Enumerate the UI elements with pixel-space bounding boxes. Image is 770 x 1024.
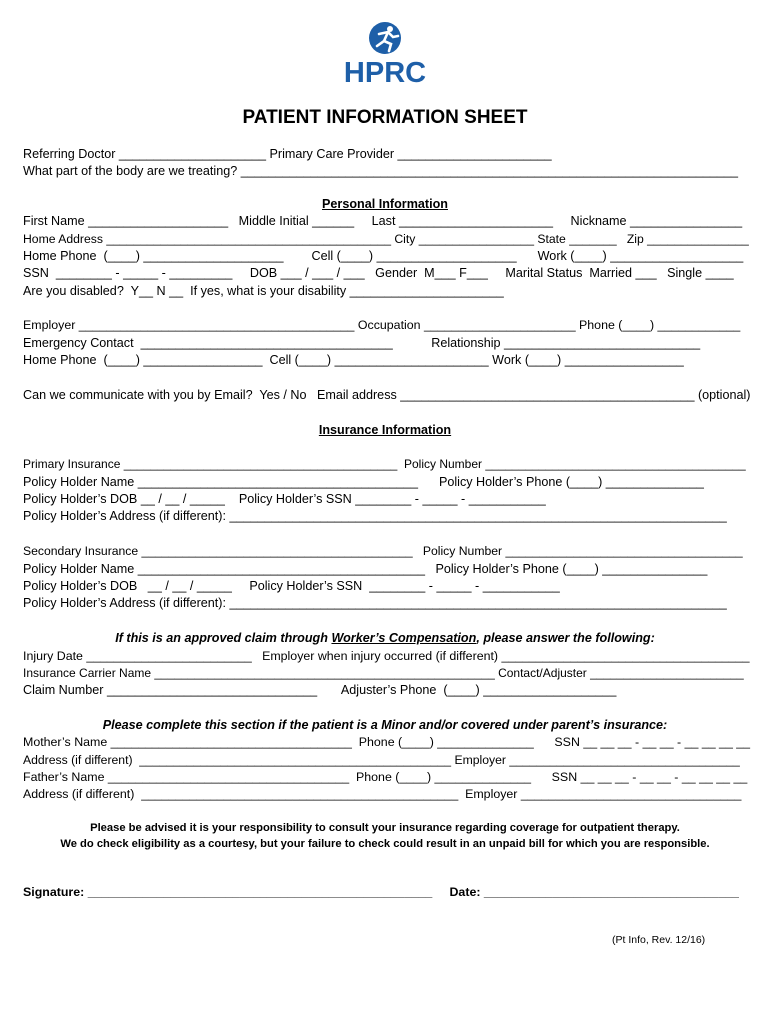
mother-address-line[interactable]: Address (if different) ______________________________________________ Employer __________________________________ (23, 753, 740, 767)
injury-date-line[interactable]: Injury Date ________________________ Employer when injury occurred (if different) ____________________________________ (23, 649, 750, 663)
home-phone-2-line[interactable]: Home Phone (____) _________________ Cell (____) ______________________ Work (____) _________________ (23, 353, 684, 367)
policy-holder-address-1-line[interactable]: Policy Holder’s Address (if different): _______________________________________________________________________ (23, 509, 727, 523)
minor-heading: Please complete this section if the patient is a Minor and/or covered under parent’s insurance: (102, 718, 668, 732)
workers-comp-heading-c: , please answer the following: (476, 631, 655, 645)
policy-holder-address-2-line[interactable]: Policy Holder’s Address (if different): _______________________________________________________________________ (23, 596, 727, 610)
insurance-section-title: Insurance Information (318, 423, 452, 437)
hprc-logo (330, 20, 440, 86)
personal-section-title: Personal Information (322, 197, 448, 211)
claim-number-line[interactable]: Claim Number ______________________________ Adjuster’s Phone (____) ___________________ (23, 683, 617, 697)
notice-line-2: We do check eligibility as a courtesy, but your failure to check could result in an unpaid bill for which you are responsible. (60, 838, 710, 850)
notice-line-1: Please be advised it is your responsibility to consult your insurance regarding coverage for outpatient therapy. (90, 822, 680, 834)
policy-holder-dob-1-line[interactable]: Policy Holder’s DOB __ / __ / _____ Policy Holder’s SSN ________ - _____ - ___________ (23, 492, 546, 506)
logo-text: HPRC (343, 57, 427, 86)
runner-icon (330, 20, 440, 86)
home-address-line[interactable]: Home Address __________________________________________ City _________________ State _______ Zip _______________ (23, 232, 749, 246)
signature-date-line[interactable]: Signature: __________________________________________________ Date: _____________________________________ (23, 885, 739, 899)
disabled-line[interactable]: Are you disabled? Y__ N __ If yes, what is your disability ______________________ (23, 284, 504, 298)
body-part-line[interactable]: What part of the body are we treating? _______________________________________________________________________ (23, 164, 739, 178)
ssn-line[interactable]: SSN ________ - _____ - _________ DOB ___ / ___ / ___ Gender M___ F___ Marital Status Married ___ Single ____ (23, 266, 734, 280)
email-line[interactable]: Can we communicate with you by Email? Yes / No Email address __________________________________________ (optional) (23, 388, 751, 402)
father-name-line[interactable]: Father’s Name ___________________________________ Phone (____) ______________ SSN __ __ __ - __ __ - __ __ __ __ (23, 770, 748, 784)
policy-holder-dob-2-line[interactable]: Policy Holder’s DOB __ / __ / _____ Policy Holder’s SSN ________ - _____ - ___________ (23, 579, 560, 593)
mother-name-line[interactable]: Mother’s Name ___________________________________ Phone (____) ______________ SSN __ __ __ - __ __ - __ __ __ __ (23, 735, 751, 749)
primary-insurance-line[interactable]: Primary Insurance _________________________________________ Policy Number _______________________________________ (23, 457, 746, 471)
policy-holder-name-1-line[interactable]: Policy Holder Name ________________________________________ Policy Holder’s Phone (____) ______________ (23, 475, 704, 489)
referring-line[interactable]: Referring Doctor _____________________ Primary Care Provider ______________________ (23, 147, 552, 161)
workers-comp-heading-a: If this is an approved claim through (115, 631, 332, 645)
home-phone-line[interactable]: Home Phone (____) ____________________ Cell (____) ____________________ Work (____) ___________________ (23, 249, 744, 263)
employer-line[interactable]: Employer ________________________________________ Occupation ______________________ Phone (____) ____________ (23, 318, 741, 332)
secondary-insurance-line[interactable]: Secondary Insurance ________________________________________ Policy Number ___________________________________ (23, 544, 743, 558)
insurance-carrier-line[interactable]: Insurance Carrier Name ___________________________________________________ Contact/Adjuster _______________________ (23, 666, 744, 680)
revision-note: (Pt Info, Rev. 12/16) (612, 934, 706, 946)
father-address-line[interactable]: Address (if different) ______________________________________________ Employer ________________________________ (23, 787, 742, 801)
workers-comp-heading-b: Worker’s Compensation (331, 631, 477, 645)
page-title: PATIENT INFORMATION SHEET (242, 107, 528, 128)
emergency-contact-line[interactable]: Emergency Contact ____________________________________ Relationship ____________________________ (23, 336, 701, 350)
policy-holder-name-2-line[interactable]: Policy Holder Name _________________________________________ Policy Holder’s Phone (____) _______________ (23, 562, 708, 576)
first-name-line[interactable]: First Name ____________________ Middle Initial ______ Last ______________________ Nickname ________________ (23, 214, 743, 228)
workers-comp-heading (0, 630, 770, 646)
